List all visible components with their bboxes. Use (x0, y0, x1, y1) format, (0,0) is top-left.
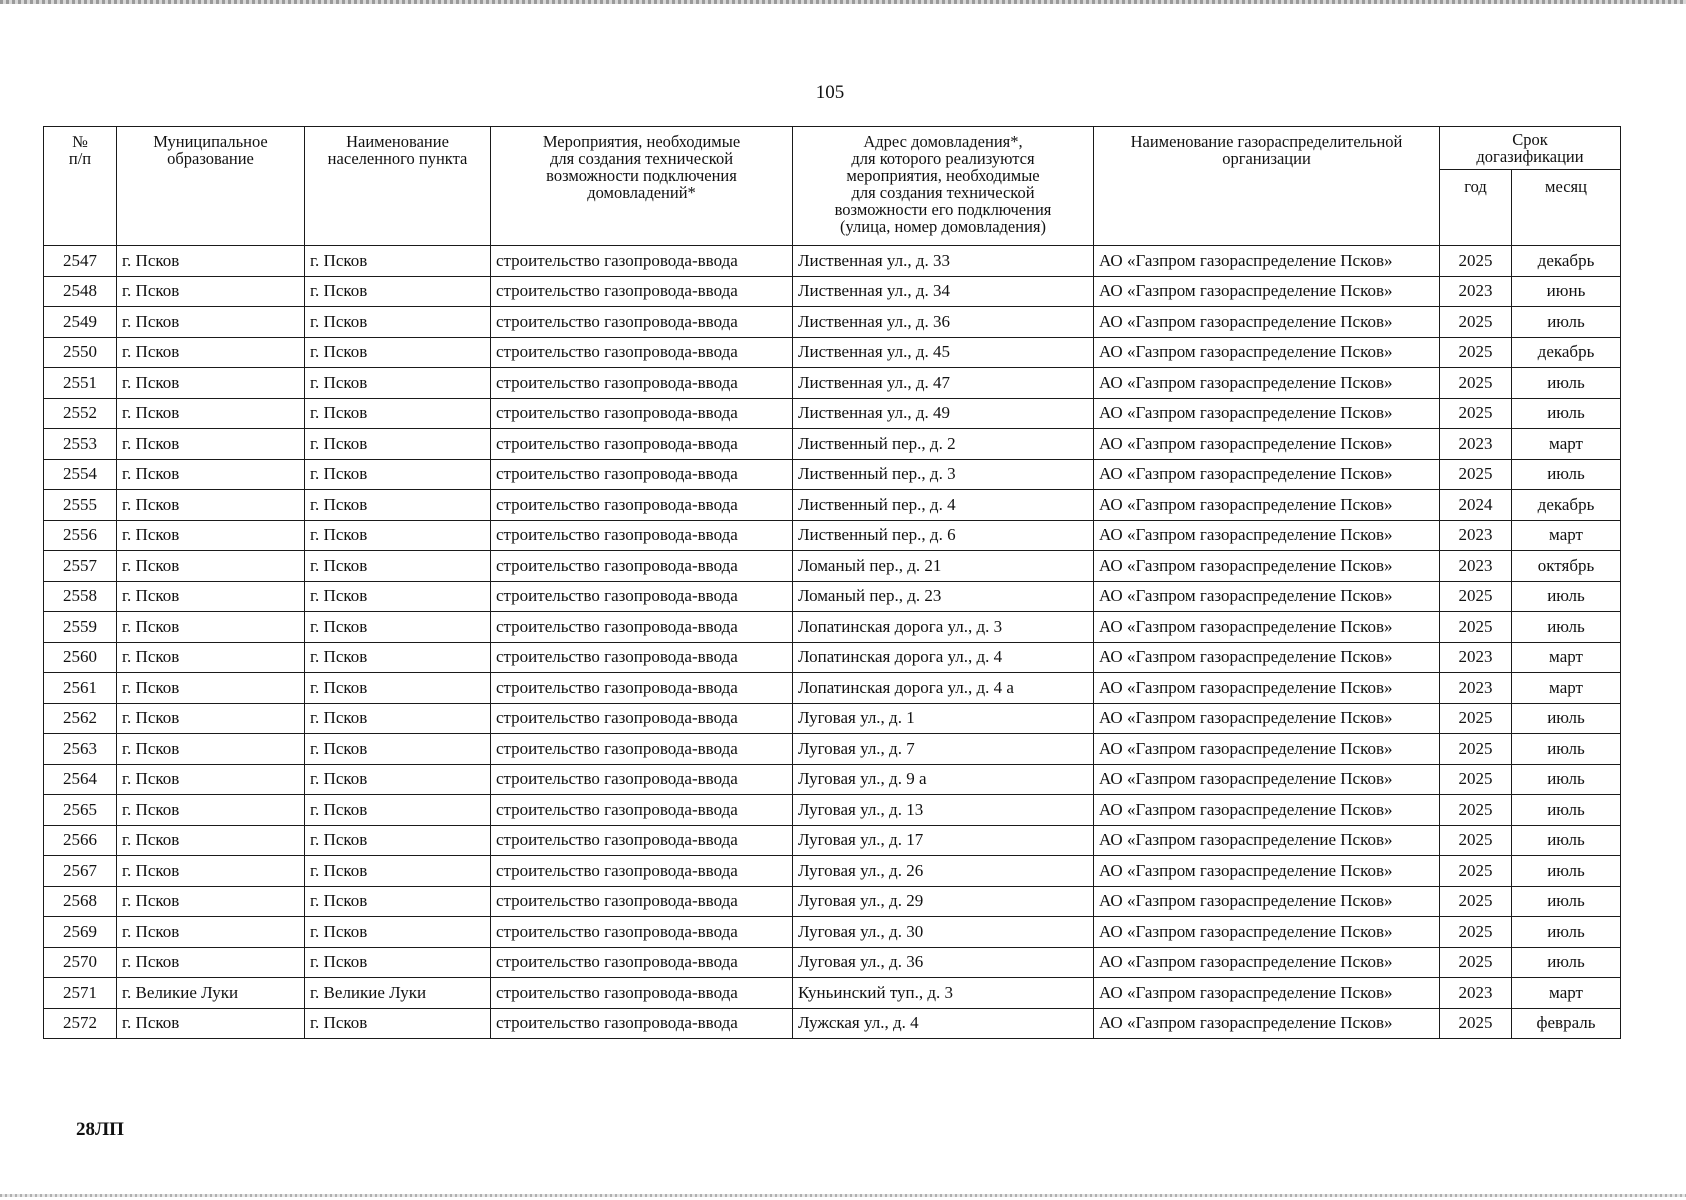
cell-month: октябрь (1512, 551, 1621, 582)
table-row (44, 612, 1621, 643)
cell-settlement: г. Псков (305, 490, 491, 521)
cell-num: 2566 (44, 825, 117, 856)
cell-municipality: г. Псков (117, 1008, 305, 1039)
cell-address: Луговая ул., д. 17 (793, 825, 1094, 856)
cell-address: Лопатинская дорога ул., д. 4 (793, 642, 1094, 673)
cell-organization: АО «Газпром газораспределение Псков» (1094, 337, 1440, 368)
cell-month: июль (1512, 459, 1621, 490)
cell-settlement: г. Псков (305, 307, 491, 338)
table-row (44, 429, 1621, 460)
cell-month: июль (1512, 734, 1621, 765)
cell-measure: строительство газопровода-ввода (491, 703, 793, 734)
cell-measure: строительство газопровода-ввода (491, 612, 793, 643)
cell-num: 2568 (44, 886, 117, 917)
cell-address: Луговая ул., д. 30 (793, 917, 1094, 948)
cell-measure: строительство газопровода-ввода (491, 307, 793, 338)
cell-municipality: г. Псков (117, 764, 305, 795)
cell-num: 2548 (44, 276, 117, 307)
cell-year: 2025 (1440, 703, 1512, 734)
header-settlement (305, 127, 491, 246)
cell-month: март (1512, 642, 1621, 673)
cell-address: Луговая ул., д. 1 (793, 703, 1094, 734)
cell-address: Лиственная ул., д. 34 (793, 276, 1094, 307)
cell-measure: строительство газопровода-ввода (491, 398, 793, 429)
cell-year: 2025 (1440, 1008, 1512, 1039)
table-row (44, 703, 1621, 734)
table-row (44, 337, 1621, 368)
cell-measure: строительство газопровода-ввода (491, 337, 793, 368)
cell-measure: строительство газопровода-ввода (491, 276, 793, 307)
cell-address: Луговая ул., д. 9 а (793, 764, 1094, 795)
cell-num: 2565 (44, 795, 117, 826)
cell-settlement: г. Псков (305, 764, 491, 795)
cell-num: 2549 (44, 307, 117, 338)
cell-organization: АО «Газпром газораспределение Псков» (1094, 520, 1440, 551)
cell-municipality: г. Псков (117, 551, 305, 582)
cell-year: 2025 (1440, 795, 1512, 826)
cell-settlement: г. Псков (305, 734, 491, 765)
table-row (44, 642, 1621, 673)
cell-month: март (1512, 978, 1621, 1009)
table-row (44, 886, 1621, 917)
cell-num: 2550 (44, 337, 117, 368)
page-number: 105 (815, 82, 845, 103)
table-row (44, 246, 1621, 277)
header-address (793, 127, 1094, 246)
cell-measure: строительство газопровода-ввода (491, 947, 793, 978)
header-month-label: месяц (1545, 177, 1587, 196)
cell-year: 2023 (1440, 642, 1512, 673)
cell-year: 2023 (1440, 978, 1512, 1009)
header-deadline (1440, 127, 1621, 170)
cell-num: 2552 (44, 398, 117, 429)
cell-organization: АО «Газпром газораспределение Псков» (1094, 886, 1440, 917)
cell-settlement: г. Псков (305, 398, 491, 429)
cell-organization: АО «Газпром газораспределение Псков» (1094, 917, 1440, 948)
cell-year: 2023 (1440, 673, 1512, 704)
cell-municipality: г. Псков (117, 429, 305, 460)
cell-year: 2025 (1440, 459, 1512, 490)
cell-organization: АО «Газпром газораспределение Псков» (1094, 764, 1440, 795)
cell-organization: АО «Газпром газораспределение Псков» (1094, 825, 1440, 856)
cell-month: декабрь (1512, 246, 1621, 277)
cell-organization: АО «Газпром газораспределение Псков» (1094, 856, 1440, 887)
table-row (44, 368, 1621, 399)
document-code: 28ЛП (76, 1119, 124, 1140)
cell-settlement: г. Псков (305, 947, 491, 978)
cell-organization: АО «Газпром газораспределение Псков» (1094, 276, 1440, 307)
cell-measure: строительство газопровода-ввода (491, 917, 793, 948)
cell-measure: строительство газопровода-ввода (491, 1008, 793, 1039)
cell-measure: строительство газопровода-ввода (491, 581, 793, 612)
cell-address: Лопатинская дорога ул., д. 3 (793, 612, 1094, 643)
cell-year: 2025 (1440, 368, 1512, 399)
cell-organization: АО «Газпром газораспределение Псков» (1094, 642, 1440, 673)
cell-address: Лиственный пер., д. 6 (793, 520, 1094, 551)
cell-address: Лиственная ул., д. 33 (793, 246, 1094, 277)
cell-settlement: г. Псков (305, 276, 491, 307)
cell-year: 2023 (1440, 276, 1512, 307)
cell-measure: строительство газопровода-ввода (491, 642, 793, 673)
cell-month: июль (1512, 703, 1621, 734)
cell-month: март (1512, 520, 1621, 551)
cell-settlement: г. Псков (305, 551, 491, 582)
cell-num: 2567 (44, 856, 117, 887)
cell-month: июнь (1512, 276, 1621, 307)
cell-measure: строительство газопровода-ввода (491, 734, 793, 765)
table-row (44, 398, 1621, 429)
cell-month: март (1512, 673, 1621, 704)
cell-organization: АО «Газпром газораспределение Псков» (1094, 490, 1440, 521)
cell-measure: строительство газопровода-ввода (491, 551, 793, 582)
header-deadline-label: Срок догазификации (1476, 130, 1584, 166)
cell-month: июль (1512, 917, 1621, 948)
cell-month: июль (1512, 612, 1621, 643)
cell-num: 2561 (44, 673, 117, 704)
cell-address: Ломаный пер., д. 21 (793, 551, 1094, 582)
cell-year: 2025 (1440, 764, 1512, 795)
cell-organization: АО «Газпром газораспределение Псков» (1094, 612, 1440, 643)
cell-measure: строительство газопровода-ввода (491, 856, 793, 887)
cell-month: февраль (1512, 1008, 1621, 1039)
cell-month: июль (1512, 368, 1621, 399)
cell-month: март (1512, 429, 1621, 460)
table-row (44, 276, 1621, 307)
cell-organization: АО «Газпром газораспределение Псков» (1094, 459, 1440, 490)
header-year (1440, 170, 1512, 246)
cell-num: 2562 (44, 703, 117, 734)
cell-municipality: г. Псков (117, 612, 305, 643)
table-row (44, 795, 1621, 826)
table-row (44, 917, 1621, 948)
cell-address: Луговая ул., д. 36 (793, 947, 1094, 978)
cell-organization: АО «Газпром газораспределение Псков» (1094, 398, 1440, 429)
cell-address: Луговая ул., д. 7 (793, 734, 1094, 765)
cell-measure: строительство газопровода-ввода (491, 764, 793, 795)
cell-num: 2560 (44, 642, 117, 673)
cell-month: июль (1512, 825, 1621, 856)
cell-municipality: г. Псков (117, 825, 305, 856)
cell-municipality: г. Псков (117, 459, 305, 490)
cell-num: 2558 (44, 581, 117, 612)
header-municipality (117, 127, 305, 246)
cell-settlement: г. Псков (305, 520, 491, 551)
scan-edge-top (0, 0, 1686, 4)
cell-year: 2025 (1440, 307, 1512, 338)
header-municipality-label: Муниципальное образование (153, 132, 268, 168)
cell-month: июль (1512, 856, 1621, 887)
cell-year: 2025 (1440, 856, 1512, 887)
cell-year: 2025 (1440, 612, 1512, 643)
cell-settlement: г. Псков (305, 673, 491, 704)
cell-organization: АО «Газпром газораспределение Псков» (1094, 795, 1440, 826)
cell-month: июль (1512, 581, 1621, 612)
cell-month: июль (1512, 886, 1621, 917)
cell-num: 2554 (44, 459, 117, 490)
cell-num: 2571 (44, 978, 117, 1009)
cell-municipality: г. Псков (117, 490, 305, 521)
cell-month: июль (1512, 307, 1621, 338)
gasification-table (43, 126, 1621, 1039)
cell-address: Лиственная ул., д. 45 (793, 337, 1094, 368)
cell-num: 2547 (44, 246, 117, 277)
header-organization-label: Наименование газораспределительной организации (1130, 132, 1403, 168)
cell-municipality: г. Псков (117, 917, 305, 948)
cell-settlement: г. Псков (305, 246, 491, 277)
cell-organization: АО «Газпром газораспределение Псков» (1094, 581, 1440, 612)
table-body (44, 246, 1621, 1039)
cell-municipality: г. Псков (117, 276, 305, 307)
cell-settlement: г. Псков (305, 1008, 491, 1039)
cell-num: 2557 (44, 551, 117, 582)
cell-municipality: г. Псков (117, 246, 305, 277)
cell-address: Лиственный пер., д. 2 (793, 429, 1094, 460)
cell-municipality: г. Псков (117, 398, 305, 429)
cell-address: Луговая ул., д. 29 (793, 886, 1094, 917)
cell-organization: АО «Газпром газораспределение Псков» (1094, 673, 1440, 704)
cell-municipality: г. Великие Луки (117, 978, 305, 1009)
table-row (44, 1008, 1621, 1039)
header-measures-label: Мероприятия, необходимые для создания технической возможности подключения домовладений* (542, 132, 741, 202)
cell-settlement: г. Псков (305, 337, 491, 368)
cell-year: 2025 (1440, 917, 1512, 948)
cell-measure: строительство газопровода-ввода (491, 795, 793, 826)
cell-address: Лиственная ул., д. 47 (793, 368, 1094, 399)
cell-year: 2025 (1440, 246, 1512, 277)
cell-month: июль (1512, 795, 1621, 826)
cell-year: 2025 (1440, 337, 1512, 368)
cell-address: Куньинский туп., д. 3 (793, 978, 1094, 1009)
cell-settlement: г. Псков (305, 703, 491, 734)
cell-measure: строительство газопровода-ввода (491, 825, 793, 856)
cell-organization: АО «Газпром газораспределение Псков» (1094, 551, 1440, 582)
cell-municipality: г. Псков (117, 642, 305, 673)
table-row (44, 490, 1621, 521)
table-row (44, 581, 1621, 612)
cell-num: 2556 (44, 520, 117, 551)
table-row (44, 856, 1621, 887)
cell-measure: строительство газопровода-ввода (491, 246, 793, 277)
cell-settlement: г. Псков (305, 581, 491, 612)
cell-num: 2570 (44, 947, 117, 978)
cell-address: Лиственная ул., д. 36 (793, 307, 1094, 338)
header-num (44, 127, 117, 246)
cell-year: 2025 (1440, 581, 1512, 612)
cell-address: Луговая ул., д. 26 (793, 856, 1094, 887)
cell-municipality: г. Псков (117, 856, 305, 887)
cell-year: 2023 (1440, 551, 1512, 582)
cell-num: 2555 (44, 490, 117, 521)
cell-num: 2551 (44, 368, 117, 399)
cell-organization: АО «Газпром газораспределение Псков» (1094, 429, 1440, 460)
header-address-label: Адрес домовладения*, для которого реализуются мероприятия, необходимые для создания технической возможности его подключения (улица, номер домовладения) (834, 132, 1052, 236)
cell-measure: строительство газопровода-ввода (491, 429, 793, 460)
cell-settlement: г. Псков (305, 612, 491, 643)
header-num-label: № п/п (68, 132, 92, 168)
header-measures (491, 127, 793, 246)
cell-month: декабрь (1512, 490, 1621, 521)
cell-address: Ломаный пер., д. 23 (793, 581, 1094, 612)
cell-month: июль (1512, 764, 1621, 795)
cell-municipality: г. Псков (117, 368, 305, 399)
cell-settlement: г. Великие Луки (305, 978, 491, 1009)
header-month (1512, 170, 1621, 246)
cell-municipality: г. Псков (117, 520, 305, 551)
cell-measure: строительство газопровода-ввода (491, 368, 793, 399)
cell-num: 2572 (44, 1008, 117, 1039)
cell-settlement: г. Псков (305, 459, 491, 490)
cell-settlement: г. Псков (305, 917, 491, 948)
cell-num: 2569 (44, 917, 117, 948)
header-settlement-label: Наименование населенного пункта (327, 132, 468, 168)
table-row (44, 520, 1621, 551)
cell-year: 2024 (1440, 490, 1512, 521)
cell-settlement: г. Псков (305, 886, 491, 917)
table-row (44, 673, 1621, 704)
cell-address: Лиственный пер., д. 4 (793, 490, 1094, 521)
cell-organization: АО «Газпром газораспределение Псков» (1094, 703, 1440, 734)
table-row (44, 825, 1621, 856)
cell-measure: строительство газопровода-ввода (491, 490, 793, 521)
cell-year: 2025 (1440, 825, 1512, 856)
cell-num: 2563 (44, 734, 117, 765)
cell-year: 2023 (1440, 520, 1512, 551)
cell-year: 2025 (1440, 886, 1512, 917)
cell-municipality: г. Псков (117, 703, 305, 734)
table-row (44, 764, 1621, 795)
cell-organization: АО «Газпром газораспределение Псков» (1094, 978, 1440, 1009)
cell-month: июль (1512, 398, 1621, 429)
cell-year: 2025 (1440, 947, 1512, 978)
cell-measure: строительство газопровода-ввода (491, 886, 793, 917)
cell-num: 2559 (44, 612, 117, 643)
cell-settlement: г. Псков (305, 368, 491, 399)
cell-settlement: г. Псков (305, 795, 491, 826)
cell-settlement: г. Псков (305, 825, 491, 856)
cell-measure: строительство газопровода-ввода (491, 673, 793, 704)
cell-organization: АО «Газпром газораспределение Псков» (1094, 307, 1440, 338)
cell-address: Лопатинская дорога ул., д. 4 а (793, 673, 1094, 704)
cell-measure: строительство газопровода-ввода (491, 978, 793, 1009)
cell-organization: АО «Газпром газораспределение Псков» (1094, 1008, 1440, 1039)
cell-address: Лиственный пер., д. 3 (793, 459, 1094, 490)
cell-year: 2023 (1440, 429, 1512, 460)
cell-municipality: г. Псков (117, 337, 305, 368)
cell-municipality: г. Псков (117, 947, 305, 978)
table-row (44, 978, 1621, 1009)
table-row (44, 734, 1621, 765)
cell-organization: АО «Газпром газораспределение Псков» (1094, 368, 1440, 399)
header-organization (1094, 127, 1440, 246)
table-header (44, 127, 1621, 246)
cell-measure: строительство газопровода-ввода (491, 459, 793, 490)
header-year-label: год (1464, 177, 1487, 196)
cell-num: 2553 (44, 429, 117, 460)
table-row (44, 459, 1621, 490)
cell-year: 2025 (1440, 398, 1512, 429)
cell-municipality: г. Псков (117, 673, 305, 704)
cell-month: декабрь (1512, 337, 1621, 368)
cell-organization: АО «Газпром газораспределение Псков» (1094, 947, 1440, 978)
cell-organization: АО «Газпром газораспределение Псков» (1094, 734, 1440, 765)
cell-settlement: г. Псков (305, 642, 491, 673)
cell-num: 2564 (44, 764, 117, 795)
cell-address: Лиственная ул., д. 49 (793, 398, 1094, 429)
table-row (44, 551, 1621, 582)
table-row (44, 307, 1621, 338)
cell-municipality: г. Псков (117, 795, 305, 826)
cell-organization: АО «Газпром газораспределение Псков» (1094, 246, 1440, 277)
cell-address: Лужская ул., д. 4 (793, 1008, 1094, 1039)
cell-settlement: г. Псков (305, 856, 491, 887)
cell-municipality: г. Псков (117, 886, 305, 917)
cell-municipality: г. Псков (117, 581, 305, 612)
cell-settlement: г. Псков (305, 429, 491, 460)
cell-year: 2025 (1440, 734, 1512, 765)
scan-edge-bottom (0, 1194, 1686, 1197)
cell-municipality: г. Псков (117, 307, 305, 338)
cell-measure: строительство газопровода-ввода (491, 520, 793, 551)
cell-address: Луговая ул., д. 13 (793, 795, 1094, 826)
cell-month: июль (1512, 947, 1621, 978)
cell-municipality: г. Псков (117, 734, 305, 765)
table-row (44, 947, 1621, 978)
